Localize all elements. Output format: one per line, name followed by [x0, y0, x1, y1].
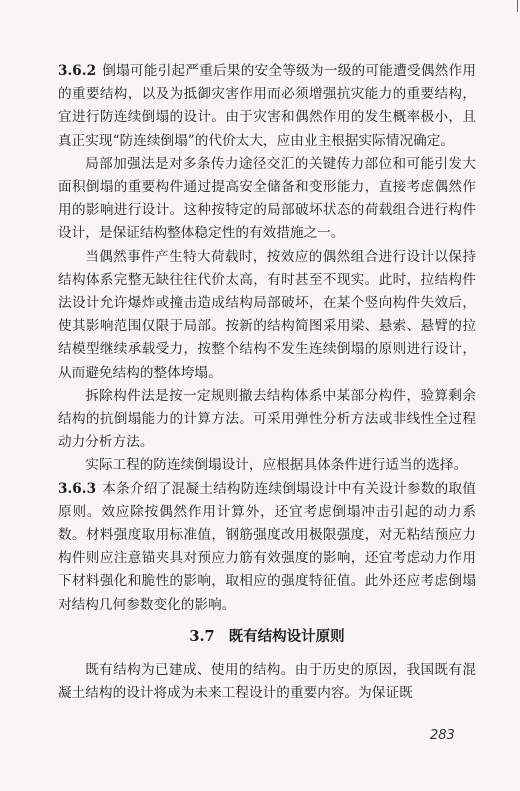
page-edge-mark	[517, 0, 518, 12]
clause-text: 倒塌可能引起严重后果的安全等级为一级的可能遭受偶然作用的重要结构，以及为抵御灾害作用而必须增强抗灾能力的重要结构，宜进行防连续倒塌的设计。由于灾害和偶然作用的发生概率极小，且真正实现“防连续倒塌”的代价太大，应由业主根据实际情况确定。	[58, 63, 476, 149]
section-title: 既有结构设计原则	[228, 627, 345, 645]
clause-text: 本条介绍了混凝土结构防连续倒塌设计中有关设计参数的取值原则。效应除按偶然作用计算外，还宜考虑倒塌冲击引起的动力系数。材料强度取用标准值，钢筋强度改用极限强度，对无粘结预应力构件则应注意锚夹具对预应力筋有效强度的影响，还宜考虑动力作用下材料强化和脆性的影响，取相应的强度特征值。此外还应考虑倒塌对结构几何参数变化的影响。	[58, 480, 476, 613]
clause-3-6-3-paragraph	[58, 478, 476, 617]
clause-number: 3.6.2	[58, 63, 97, 79]
clause-3-6-2-paragraph-5: 实际工程的防连续倒塌设计，应根据具体条件进行适当的选择。	[85, 457, 468, 474]
page-number: 283	[430, 728, 455, 743]
section-3-7-paragraph: 既有结构为已建成、使用的结构。由于历史的原因，我国既有混凝土结构的设计将成为未来工程设计的重要内容。为保证既	[58, 661, 476, 702]
clause-3-6-2-paragraph-1	[58, 60, 476, 153]
section-heading	[58, 625, 476, 649]
clause-3-6-2-paragraph-2: 局部加强法是对多条传力途径交汇的关键传力部位和可能引发大面积倒塌的重要构件通过提高安全储备和变形能力，直接考虑偶然作用的影响进行设计。这种按特定的局部破坏状态的荷载组合进行构件设计，是保证结构整体稳定性的有效措施之一。	[58, 155, 476, 242]
page-body	[58, 60, 476, 705]
section-number: 3.7	[189, 627, 215, 645]
clause-3-6-2-paragraph-3: 当偶然事件产生特大荷载时，按效应的偶然组合进行设计以保持结构体系完整无缺往往代价太高，有时甚至不现实。此时，拉结构件法设计允许爆炸或撞击造成结构局部破坏，在某个竖向构件失效后，使其影响范围仅限于局部。按新的结构简图采用梁、悬索、悬臂的拉结模型继续承载受力，按整个结构不发生连续倒塌的原则进行设计，从而避免结构的整体垮塌。	[58, 248, 476, 381]
clause-number: 3.6.3	[58, 480, 97, 497]
clause-3-6-2-paragraph-4: 拆除构件法是按一定规则撤去结构体系中某部分构件，验算剩余结构的抗倒塌能力的计算方法。可采用弹性分析方法或非线性全过程动力分析方法。	[58, 387, 476, 451]
